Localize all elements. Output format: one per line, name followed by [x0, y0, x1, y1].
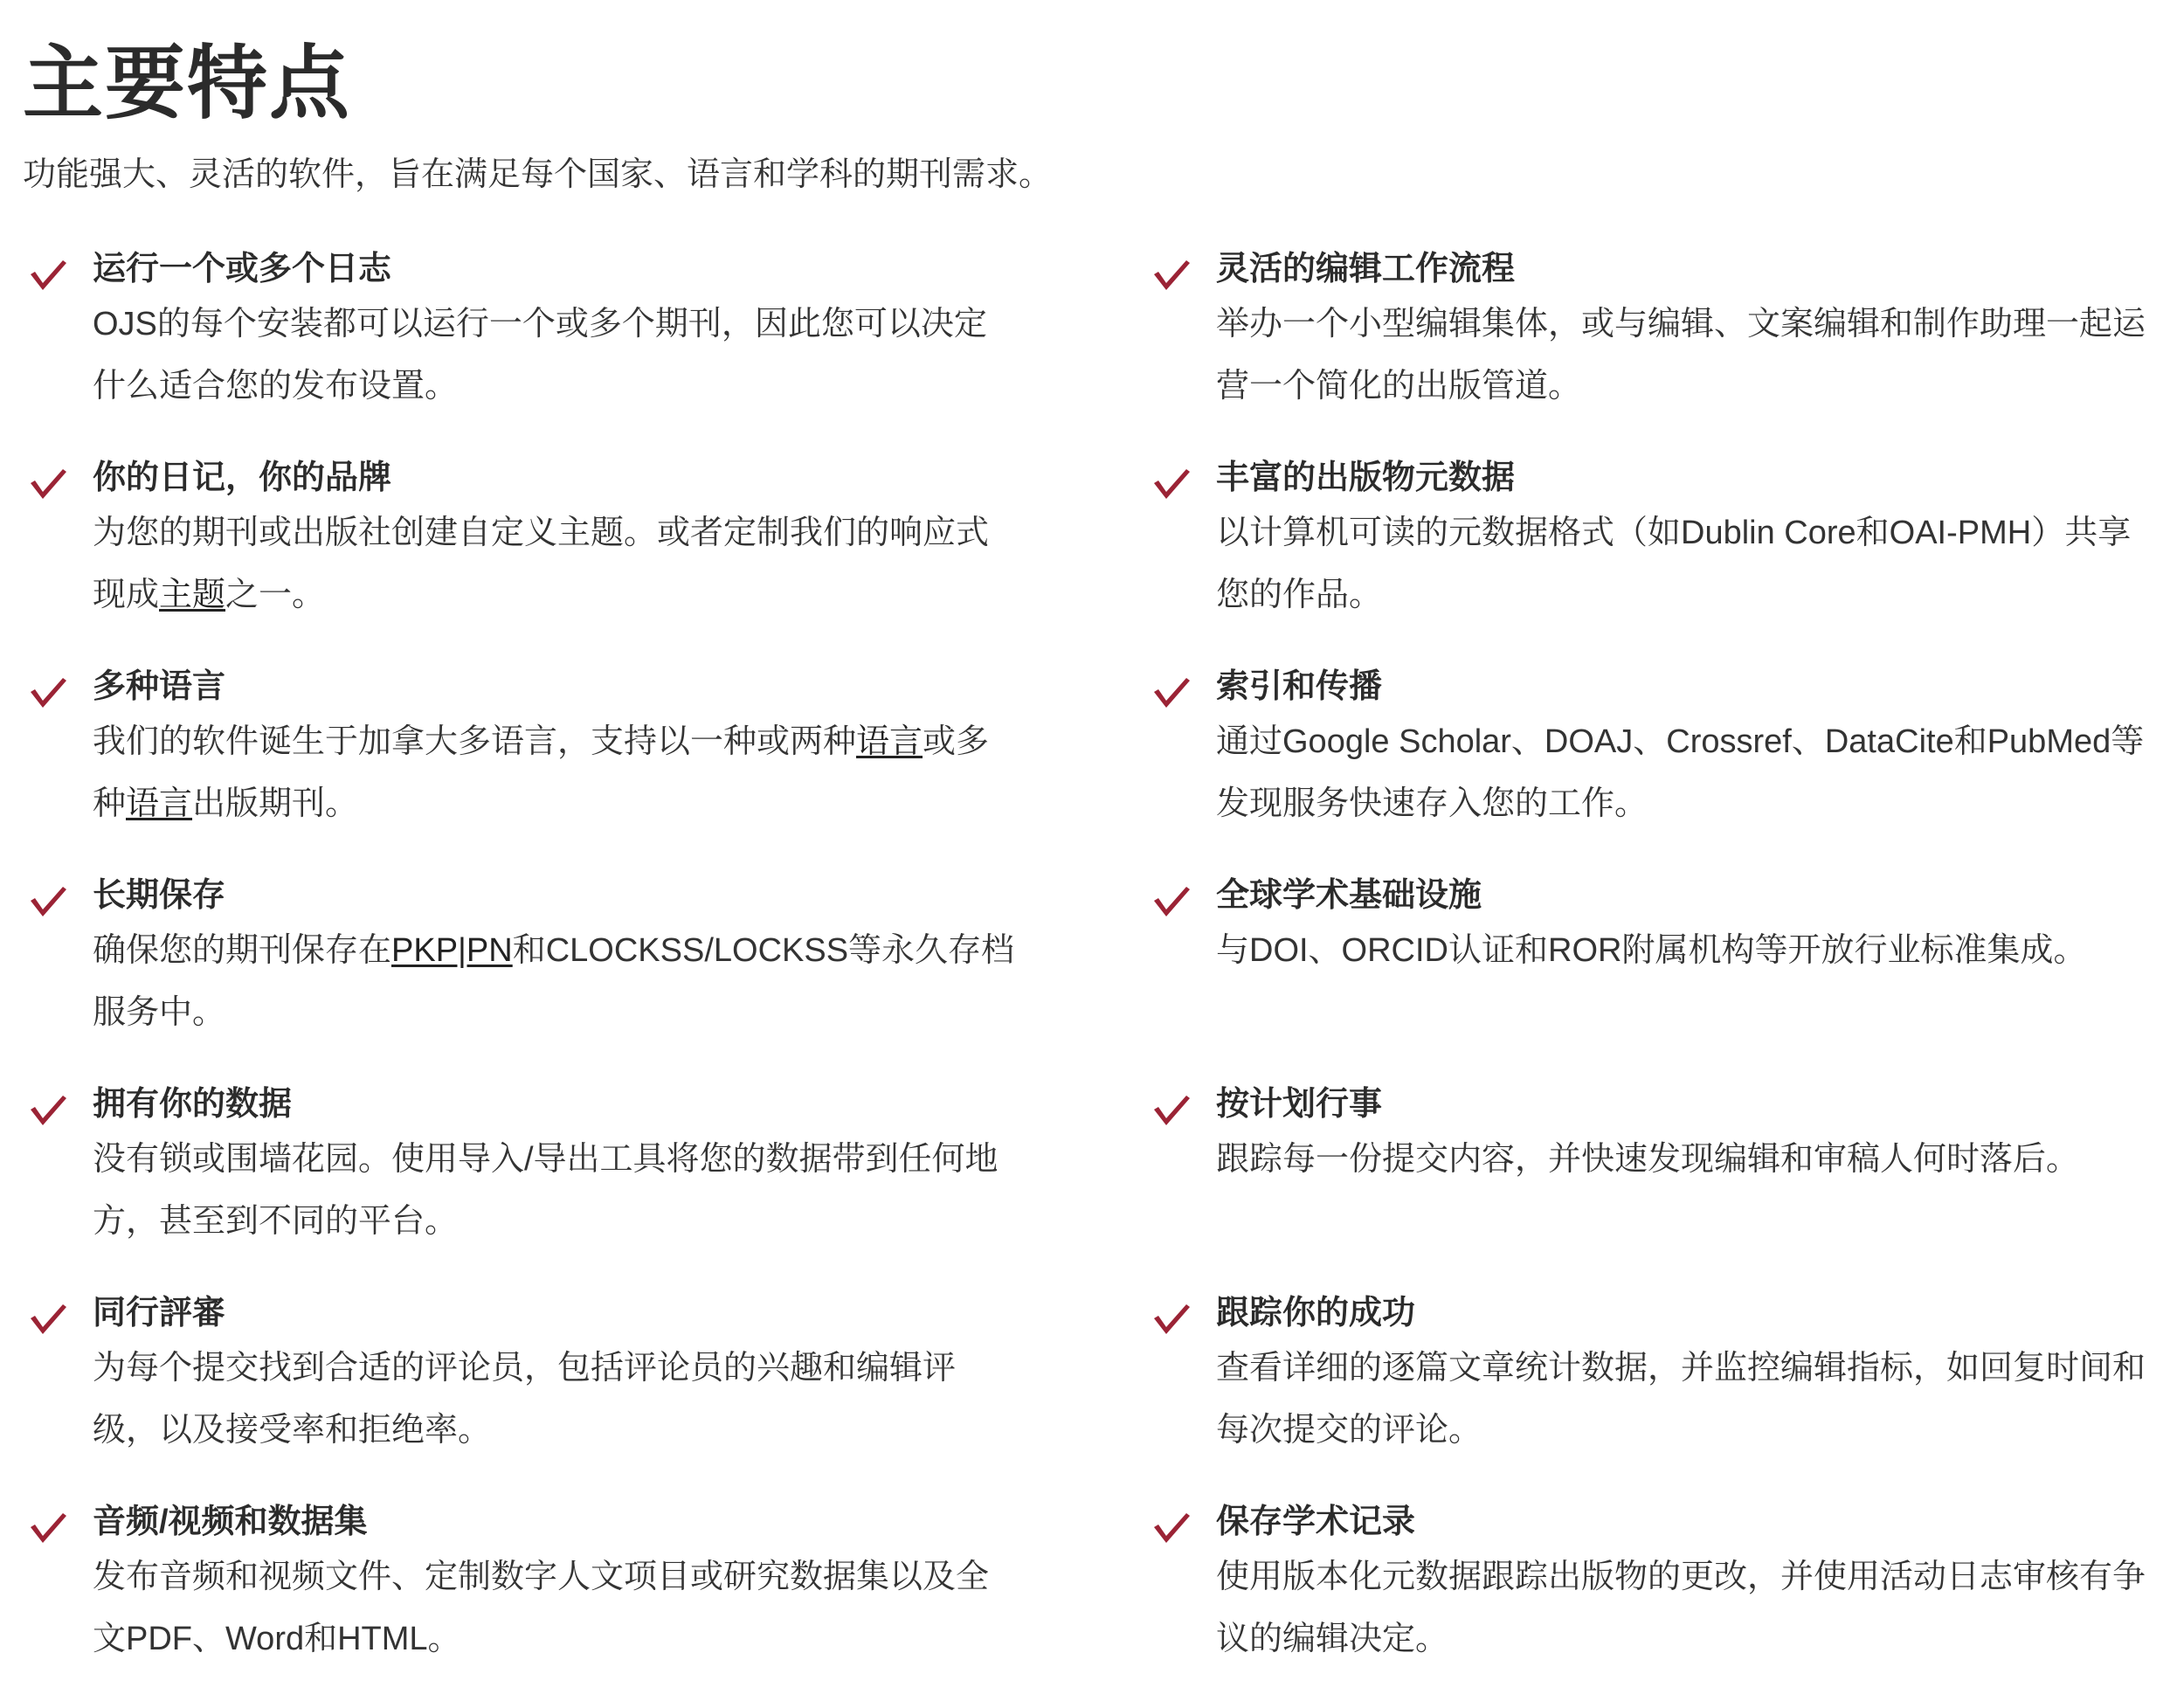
feature-description	[1216, 502, 2146, 626]
feature-description	[93, 502, 1019, 626]
features-grid	[0, 246, 2163, 1708]
checkmark-icon	[1151, 1301, 1192, 1336]
feature-title: 保存学术记录	[1216, 1504, 1416, 1540]
description-text: 发布音频和视频文件、定制数字人文项目或研究数据集以及全文PDF、Word和HTML。	[93, 1559, 990, 1657]
feature-title: 全球学术基础设施	[1216, 877, 1482, 914]
feature-title: 丰富的出版物元数据	[1216, 460, 1516, 496]
description-text: 查看详细的逐篇文章统计数据，并监控编辑指标，如回复时间和每次提交的评论。	[1216, 1350, 2146, 1449]
feature-title: 运行一个或多个日志	[93, 251, 392, 287]
feature-title: 索引和传播	[1216, 668, 1383, 705]
feature-description	[1216, 1546, 2146, 1670]
checkmark-icon	[1151, 466, 1192, 501]
description-text: 举办一个小型编辑集体，或与编辑、文案编辑和制作助理一起运营一个简化的出版管道。	[1216, 306, 2146, 405]
feature-item	[0, 1499, 1123, 1708]
feature-item	[1123, 664, 2163, 873]
feature-description	[1216, 1338, 2146, 1462]
checkmark-icon	[28, 1301, 68, 1336]
feature-item	[0, 246, 1123, 455]
checkmark-icon	[28, 466, 68, 501]
feature-item	[1123, 1082, 2163, 1290]
feature-description	[1216, 294, 2146, 418]
feature-item	[1123, 1290, 2163, 1499]
feature-item	[1123, 246, 2163, 455]
feature-description	[93, 1338, 1019, 1462]
feature-description	[1216, 920, 2146, 982]
checkmark-icon	[28, 1510, 68, 1545]
feature-title: 你的日记，你的品牌	[93, 460, 392, 496]
description-text: 和CLOCKSS/LOCKSS等永久存档服务中。	[93, 932, 1015, 1031]
description-text: 以计算机可读的元数据格式（如Dublin Core和OAI-PMH）共享您的作品。	[1216, 515, 2132, 613]
checkmark-icon	[28, 883, 68, 918]
feature-title: 长期保存	[93, 877, 226, 914]
checkmark-icon	[1151, 257, 1192, 292]
description-text: 为您的期刊或出版社创建自定义主题。或者定制我们的响应式现成	[93, 515, 990, 613]
description-text: OJS的每个安装都可以运行一个或多个期刊，因此您可以决定什么适合您的发布设置。	[93, 306, 987, 405]
feature-title: 灵活的编辑工作流程	[1216, 251, 1516, 287]
description-text: 跟踪每一份提交内容，并快速发现编辑和审稿人何时落后。	[1216, 1141, 2080, 1178]
description-text: 我们的软件诞生于加拿大多语言，支持以一种或两种	[93, 723, 857, 760]
description-text: 或多种	[93, 723, 990, 822]
feature-item	[1123, 873, 2163, 1082]
feature-title: 同行評審	[93, 1295, 226, 1331]
feature-description	[1216, 711, 2146, 835]
feature-item	[0, 873, 1123, 1082]
feature-item	[0, 664, 1123, 873]
description-text: 通过Google Scholar、DOAJ、Crossref、DataCite和PubMed等发现服务快速存入您的工作。	[1216, 723, 2145, 822]
feature-title: 音频/视频和数据集	[93, 1504, 368, 1540]
feature-title: 多种语言	[93, 668, 226, 705]
checkmark-icon	[1151, 883, 1192, 918]
feature-item	[1123, 455, 2163, 664]
page-title: 主要特点	[23, 39, 352, 128]
feature-description	[93, 711, 1019, 835]
checkmark-icon	[1151, 1092, 1192, 1127]
feature-description	[93, 920, 1019, 1044]
feature-title: 跟踪你的成功	[1216, 1295, 1416, 1331]
feature-title: 拥有你的数据	[93, 1086, 293, 1123]
description-text: 出版期刊。	[192, 785, 359, 822]
inline-link[interactable]: 主题	[159, 577, 226, 613]
feature-description	[1216, 1129, 2146, 1191]
feature-description	[93, 1546, 1019, 1670]
description-text: 没有锁或围墙花园。使用导入/导出工具将您的数据带到任何地方，甚至到不同的平台。	[93, 1141, 999, 1240]
description-text: 为每个提交找到合适的评论员，包括评论员的兴趣和编辑评级，以及接受率和拒绝率。	[93, 1350, 957, 1449]
description-text: 之一。	[225, 577, 326, 613]
description-text: 使用版本化元数据跟踪出版物的更改，并使用活动日志审核有争议的编辑决定。	[1216, 1559, 2146, 1657]
checkmark-icon	[28, 674, 68, 709]
feature-description	[93, 294, 1019, 418]
description-text: 与DOI、ORCID认证和ROR附属机构等开放行业标准集成。	[1216, 932, 2087, 969]
checkmark-icon	[28, 1092, 68, 1127]
checkmark-icon	[1151, 674, 1192, 709]
inline-link[interactable]: 语言	[856, 723, 923, 760]
feature-item	[0, 1290, 1123, 1499]
feature-title: 按计划行事	[1216, 1086, 1383, 1123]
feature-description	[93, 1129, 1019, 1253]
feature-item	[0, 455, 1123, 664]
checkmark-icon	[1151, 1510, 1192, 1545]
page-subtitle: 功能强大、灵活的软件，旨在满足每个国家、语言和学科的期刊需求。	[23, 156, 1053, 193]
feature-item	[0, 1082, 1123, 1290]
checkmark-icon	[28, 257, 68, 292]
feature-item	[1123, 1499, 2163, 1708]
inline-link[interactable]: PKP|PN	[391, 932, 513, 969]
description-text: 确保您的期刊保存在	[93, 932, 392, 969]
inline-link[interactable]: 语言	[126, 785, 193, 822]
